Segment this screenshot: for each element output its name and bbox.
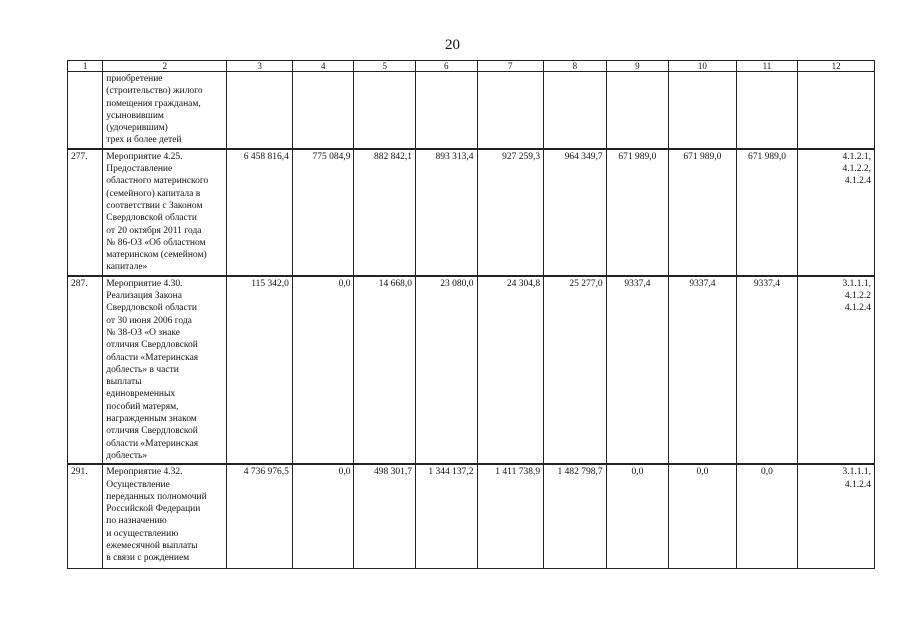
funding-value-cell: 9337,4 (606, 276, 669, 464)
activity-name-line: области «Материнская (106, 352, 199, 363)
activity-name-line: Осуществление (106, 479, 170, 490)
activity-name-line: Мероприятие 4.30. (106, 278, 183, 289)
activity-name-cell (103, 464, 227, 568)
activity-name-cell (103, 149, 227, 276)
row-index-cell (68, 72, 103, 149)
activity-name-line: отличия Свердловской (106, 340, 198, 351)
target-code: 4.1.2.4 (844, 176, 871, 187)
funding-value-cell: 14 668,0 (354, 276, 416, 464)
activity-name-line: и осуществлению (106, 528, 179, 539)
activity-name-line: выплаты (106, 377, 142, 388)
funding-value-cell: 498 301,7 (354, 464, 416, 568)
activity-name-line: Мероприятие 4.32. (106, 467, 183, 478)
activity-name-line: переданных полномочий (106, 491, 207, 502)
column-number: 2 (103, 61, 227, 72)
column-number: 6 (415, 61, 477, 72)
activity-name-line: ежемесячной выплаты (106, 541, 198, 552)
target-code: 4.1.2.4 (844, 303, 871, 314)
column-number: 3 (227, 61, 293, 72)
target-code: 4.1.2.2 (844, 291, 871, 302)
funding-value-cell: 964 349,7 (544, 149, 607, 276)
column-number: 7 (477, 61, 544, 72)
activity-name-line: доблесть» в части (106, 364, 179, 375)
row-index-cell: 277. (68, 149, 103, 276)
column-number: 5 (354, 61, 416, 72)
funding-value-cell (354, 72, 416, 149)
funding-value-cell: 0,0 (292, 464, 354, 568)
column-number: 9 (606, 61, 669, 72)
funding-value-cell: 4 736 976,5 (227, 464, 293, 568)
funding-value-cell (669, 72, 737, 149)
funding-value-cell: 9337,4 (669, 276, 737, 464)
activity-name-line: отличия Свердловской (106, 426, 198, 437)
activity-name-line: областного материнского (106, 176, 209, 187)
activity-name-line: области «Материнская (106, 438, 199, 449)
funding-value-cell (477, 72, 544, 149)
column-number: 10 (669, 61, 737, 72)
row-index-cell: 291. (68, 464, 103, 568)
target-codes-cell (798, 72, 875, 149)
activity-name-line: Свердловской области (106, 213, 197, 224)
funding-value-cell (736, 72, 798, 149)
activity-name-line: (строительство) жилого (106, 86, 203, 97)
activity-name-line: соответствии с Законом (106, 200, 203, 211)
activity-name-line: от 30 июня 2006 года (106, 315, 192, 326)
funding-value-cell: 882 842,1 (354, 149, 416, 276)
funding-value-cell (292, 72, 354, 149)
activity-name-cell (103, 276, 227, 464)
funding-value-cell: 671 989,0 (669, 149, 737, 276)
funding-value-cell: 927 259,3 (477, 149, 544, 276)
activity-name-line: усыновившим (106, 110, 164, 121)
table-row (68, 276, 875, 464)
funding-value-cell: 1 411 738,9 (477, 464, 544, 568)
activity-name-line: в связи с рождением (106, 553, 190, 564)
funding-value-cell: 24 304,8 (477, 276, 544, 464)
activity-name-line: Предоставление (106, 164, 173, 175)
activity-name-line: Мероприятие 4.25. (106, 151, 183, 162)
activity-name-line: пособий матерям, (106, 401, 179, 412)
funding-value-cell: 1 344 137,2 (415, 464, 477, 568)
program-table (67, 60, 875, 569)
activity-name-line: доблесть» (106, 450, 148, 461)
table-row (68, 72, 875, 149)
activity-name-cell (103, 72, 227, 149)
activity-name-line: Реализация Закона (106, 291, 182, 302)
table-row (68, 464, 875, 568)
funding-value-cell: 6 458 816,4 (227, 149, 293, 276)
target-code: 3.1.1.1, (842, 278, 871, 289)
column-number: 11 (736, 61, 798, 72)
funding-value-cell: 0,0 (292, 276, 354, 464)
activity-name-line: (семейного) капитала в (106, 188, 201, 199)
target-codes-cell (798, 149, 875, 276)
funding-value-cell (227, 72, 293, 149)
column-number: 8 (544, 61, 607, 72)
activity-name-line: награжденным знаком (106, 414, 197, 425)
funding-value-cell: 0,0 (606, 464, 669, 568)
funding-value-cell: 25 277,0 (544, 276, 607, 464)
activity-name-line: Свердловской области (106, 303, 197, 314)
column-number: 12 (798, 61, 875, 72)
target-code: 3.1.1.1, (842, 467, 871, 478)
activity-name-line: по назначению (106, 516, 167, 527)
column-number-row (68, 61, 875, 72)
activity-name-line: материнском (семейном) (106, 250, 207, 261)
funding-value-cell (606, 72, 669, 149)
activity-name-line: капитале» (106, 262, 148, 273)
activity-name-line: единовременных (106, 389, 176, 400)
target-codes-cell (798, 464, 875, 568)
funding-value-cell: 671 989,0 (736, 149, 798, 276)
table-row (68, 149, 875, 276)
funding-value-cell: 1 482 798,7 (544, 464, 607, 568)
activity-name-line: Российской Федерации (106, 504, 201, 515)
row-index-cell: 287. (68, 276, 103, 464)
target-code: 4.1.2.4 (844, 479, 871, 490)
target-code: 4.1.2.2, (842, 164, 871, 175)
activity-name-line: приобретение (106, 74, 163, 84)
column-number: 4 (292, 61, 354, 72)
activity-name-line: № 38-ОЗ «О знаке (106, 327, 181, 338)
activity-name-line: № 86-ОЗ «Об областном (106, 237, 206, 248)
target-codes-cell (798, 276, 875, 464)
funding-value-cell: 775 084,9 (292, 149, 354, 276)
funding-value-cell: 115 342,0 (227, 276, 293, 464)
funding-value-cell: 0,0 (736, 464, 798, 568)
activity-name-line: (удочерившим) (106, 123, 168, 134)
funding-value-cell: 9337,4 (736, 276, 798, 464)
page-number: 20 (445, 37, 460, 53)
activity-name-line: помещения гражданам, (106, 98, 201, 109)
funding-value-cell: 23 080,0 (415, 276, 477, 464)
activity-name-line: от 20 октября 2011 года (106, 225, 202, 236)
funding-value-cell: 0,0 (669, 464, 737, 568)
funding-value-cell: 893 313,4 (415, 149, 477, 276)
target-code: 4.1.2.1, (842, 151, 871, 162)
funding-value-cell (415, 72, 477, 149)
funding-value-cell: 671 989,0 (606, 149, 669, 276)
funding-value-cell (544, 72, 607, 149)
column-number: 1 (68, 61, 103, 72)
activity-name-line: трех и более детей (106, 135, 182, 146)
